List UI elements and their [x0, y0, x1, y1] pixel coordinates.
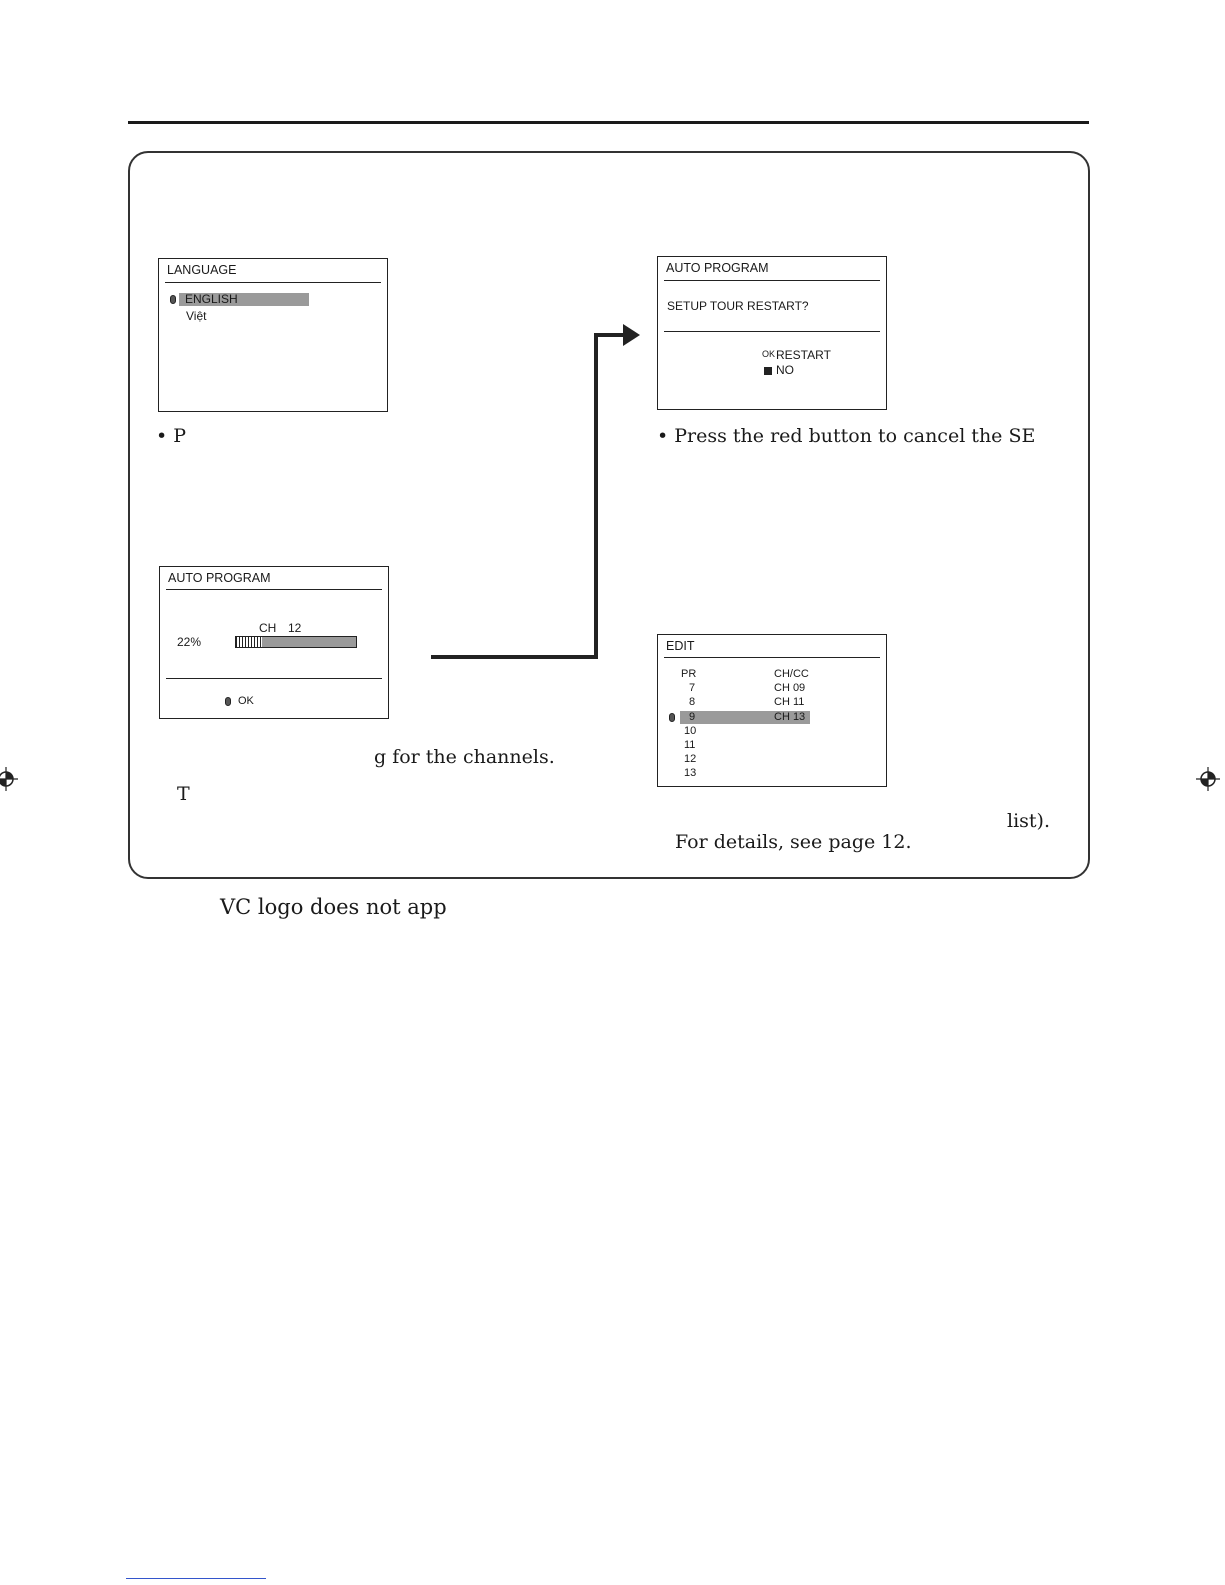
pr-value: 8 — [689, 696, 696, 708]
pr-value: 11 — [684, 739, 696, 751]
details-text: For details, see page 12. — [675, 831, 912, 853]
pr-value: 10 — [684, 725, 697, 737]
auto-program-header-divider — [166, 589, 382, 590]
language-option-viet: Việt — [186, 309, 207, 323]
pr-value: 12 — [684, 753, 697, 765]
flow-arrow — [425, 320, 645, 665]
bullet-icon: • — [156, 425, 168, 447]
language-header-divider — [165, 282, 381, 283]
cursor-indicator-icon — [170, 295, 176, 304]
bullet-p-text — [156, 425, 186, 447]
table-row — [658, 696, 886, 710]
bullet-icon: • — [657, 425, 669, 447]
language-option-english: ENGLISH — [185, 292, 238, 306]
table-row — [658, 753, 886, 767]
ch-value: CH 09 — [774, 682, 806, 694]
pr-value: 7 — [689, 682, 696, 694]
auto-program-title: AUTO PROGRAM — [168, 571, 271, 585]
column-header-pr: PR — [681, 668, 697, 680]
column-header-ch: CH/CC — [774, 668, 809, 680]
ok-button-icon — [225, 697, 231, 706]
no-option: NO — [776, 363, 794, 377]
ch-value: CH 13 — [774, 711, 806, 723]
edit-title: EDIT — [666, 639, 695, 653]
language-title: LANGUAGE — [167, 263, 237, 277]
table-row — [658, 767, 886, 781]
auto-program-restart-screen — [657, 256, 887, 410]
pr-value: 9 — [689, 711, 696, 723]
progress-percent: 22% — [177, 635, 202, 649]
edit-screen — [657, 634, 887, 787]
bullet-red-label: Press the red button to cancel the SE — [674, 425, 1036, 447]
bottom-rule — [126, 1578, 266, 1579]
bullet-p-label: P — [173, 425, 187, 447]
ch-value: CH 11 — [774, 696, 805, 708]
below-frame-text: VC logo does not app — [220, 895, 447, 919]
stop-square-icon — [764, 367, 772, 375]
restart-option: RESTART — [776, 348, 831, 362]
channels-line: g for the channels. — [374, 746, 555, 768]
progress-bar — [235, 636, 357, 648]
top-rule — [128, 121, 1089, 124]
table-row-selected — [658, 711, 886, 725]
edit-header-divider — [664, 657, 880, 658]
restart-screen-title: AUTO PROGRAM — [666, 261, 769, 275]
table-row — [658, 682, 886, 696]
list-fragment: list). — [1007, 810, 1050, 832]
ok-symbol-icon: OK — [762, 349, 776, 359]
table-row — [658, 739, 886, 753]
ok-label: OK — [238, 695, 254, 707]
language-screen — [158, 258, 388, 412]
table-row — [658, 725, 886, 739]
channel-number: 12 — [288, 621, 302, 635]
channel-label: CH — [259, 621, 277, 635]
bullet-red-text — [657, 425, 1035, 447]
registration-mark-icon — [1195, 766, 1221, 792]
restart-question: SETUP TOUR RESTART? — [667, 299, 809, 313]
auto-program-progress-screen — [159, 566, 389, 719]
t-line: T — [177, 783, 190, 805]
restart-middle-divider — [664, 331, 880, 332]
progress-fill — [236, 637, 262, 647]
pr-value: 13 — [684, 767, 697, 779]
registration-mark-icon — [0, 766, 19, 792]
auto-program-footer-divider — [166, 678, 382, 679]
restart-header-divider — [664, 280, 880, 281]
